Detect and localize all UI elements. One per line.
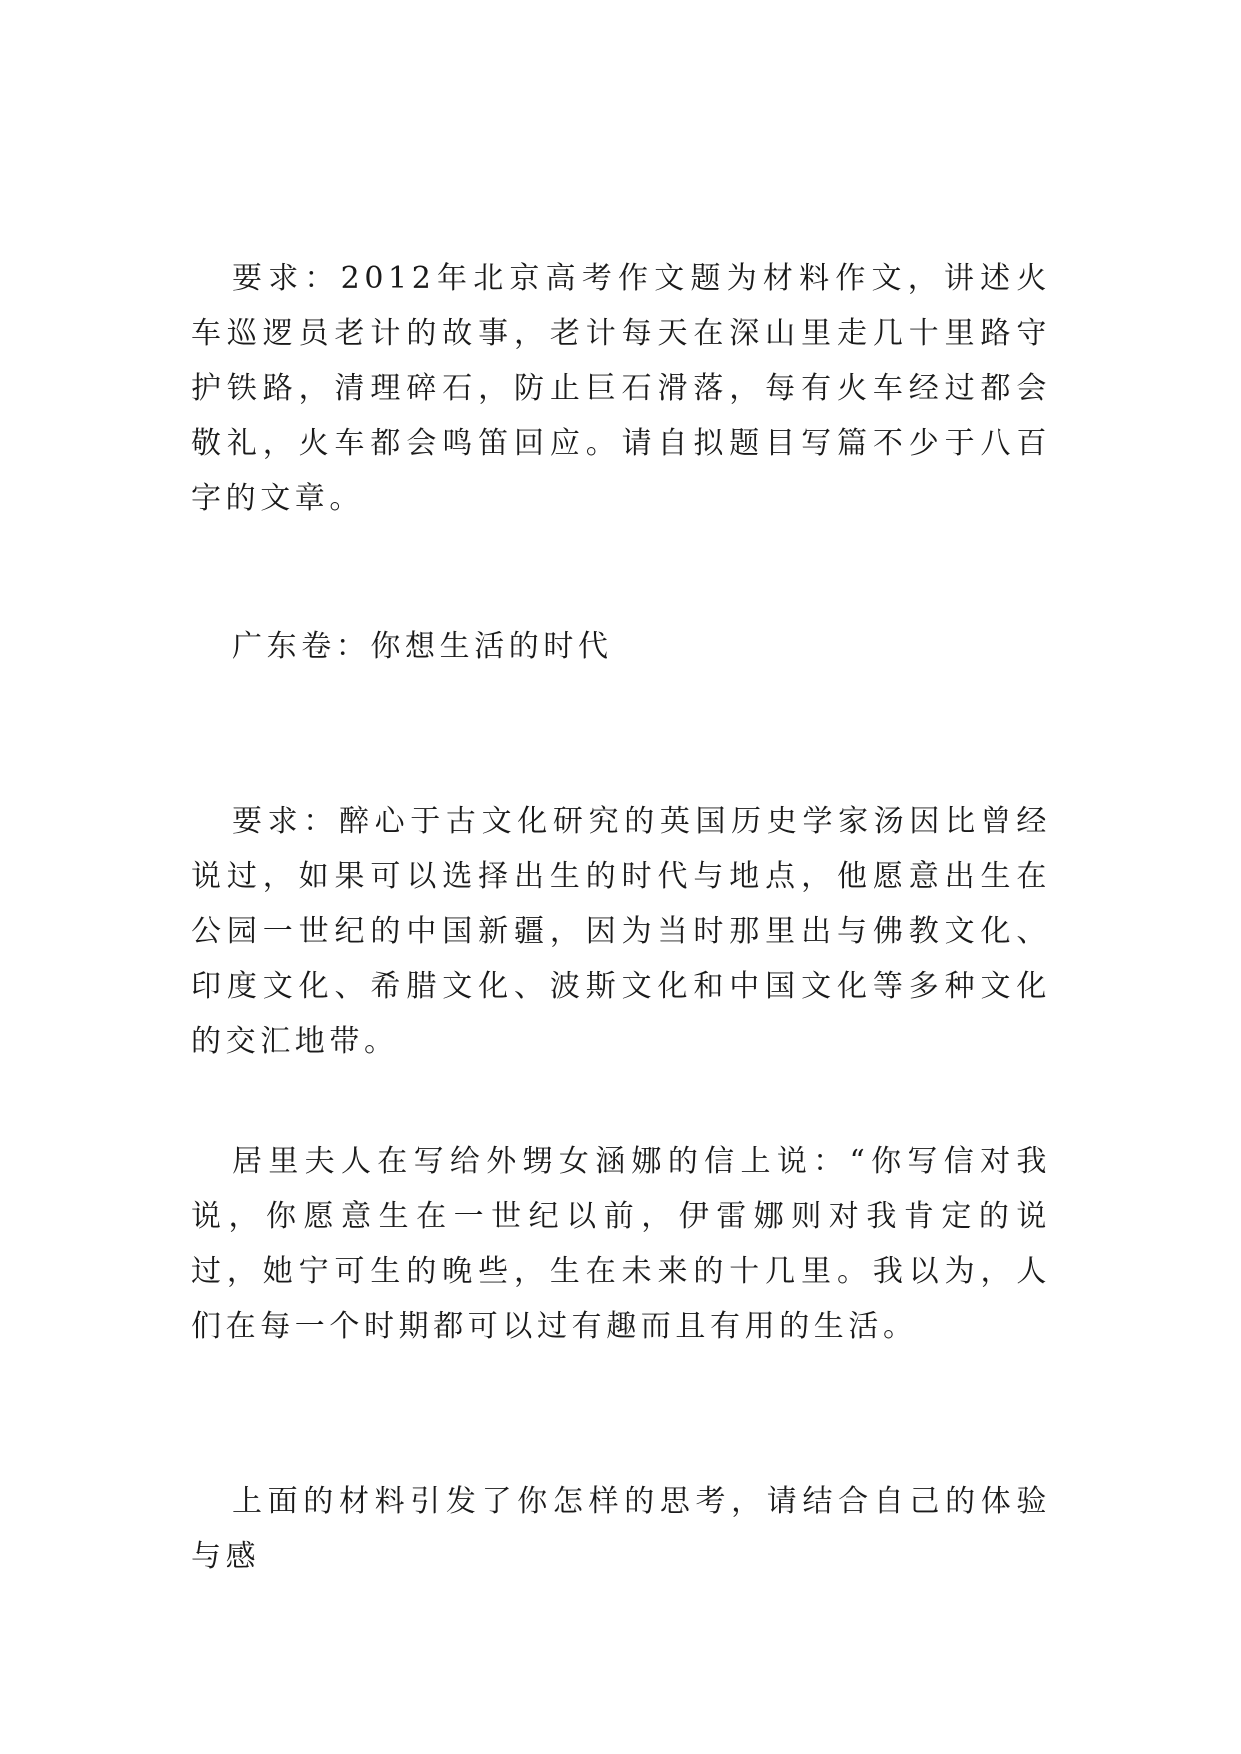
paragraph-guangdong-requirement: 要求：醉心于古文化研究的英国历史学家汤因比曾经说过，如果可以选择出生的时代与地点，他愿意出生在公园一世纪的中国新疆，因为当时那里出与佛教文化、印度文化、希腊文化、波斯文化和中国文化等多种文化的交汇地带。 [191,804,1051,1059]
paragraph-curie-letter: 居里夫人在写给外甥女涵娜的信上说：“你写信对我说，你愿意生在一世纪以前，伊雷娜则对我肯定的说过，她宁可生的晚些，生在未来的十几里。我以为，人们在每一个时期都可以过有趣而且有用的生活。 [191,1144,1051,1344]
paragraph-beijing-requirement: 要求：2012年北京高考作文题为材料作文，讲述火车巡逻员老计的故事，老计每天在深山里走几十里路守护铁路，清理碎石，防止巨石滑落，每有火车经过都会敬礼，火车都会鸣笛回应。请自拟题目写篇不少于八百字的文章。 [191,261,1051,516]
paragraph-guangdong-title: 广东卷：你想生活的时代 [232,629,613,664]
paragraph-prompt-instruction: 上面的材料引发了你怎样的思考，请结合自己的体验与感 [191,1484,1051,1574]
